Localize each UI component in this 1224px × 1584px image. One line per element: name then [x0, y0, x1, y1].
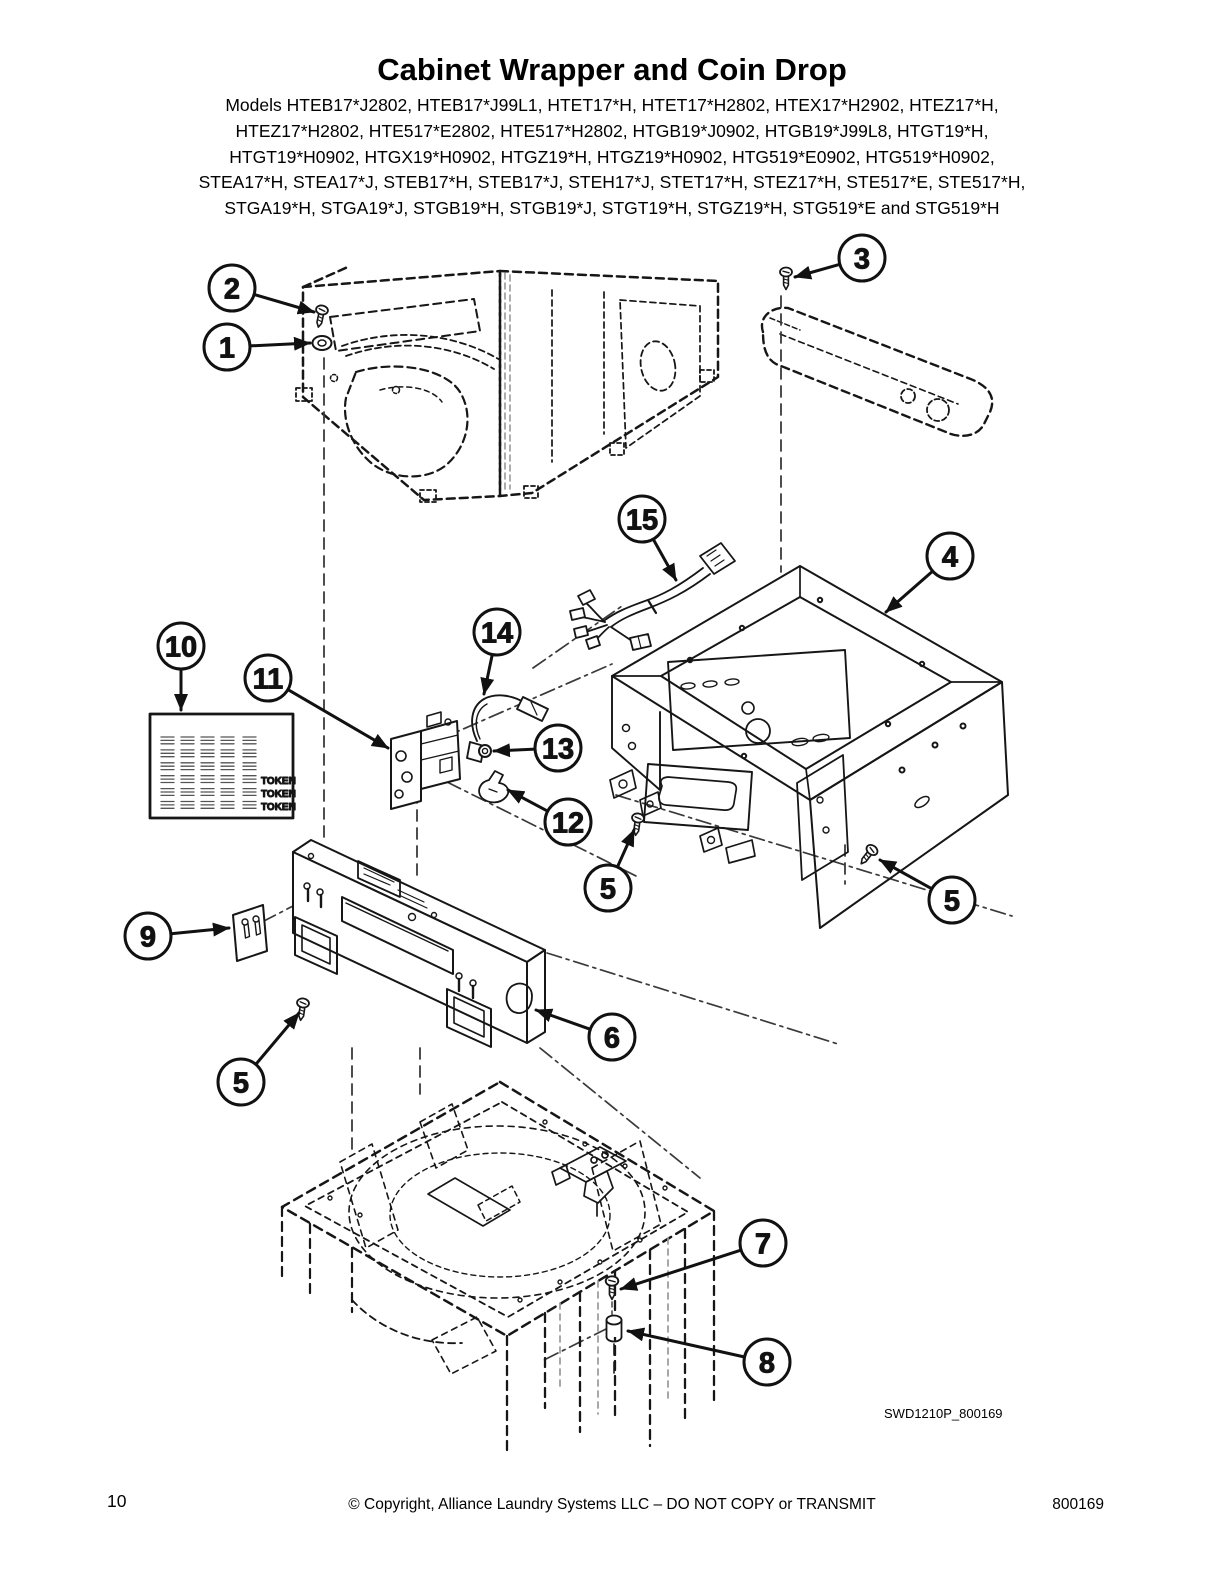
- token-label-text: TOKEN: [261, 802, 296, 813]
- cabinet-bottom-view: [296, 266, 718, 502]
- screw-7: [606, 1276, 619, 1299]
- callout-7: [621, 1220, 786, 1289]
- callout-15: [619, 496, 676, 580]
- mounting-bracket: [762, 308, 992, 436]
- callout-10: [158, 623, 204, 710]
- footer-copyright: © Copyright, Alliance Laundry Systems LLC – DO NOT COPY or TRANSMIT: [348, 1496, 876, 1513]
- svg-text:2: 2: [223, 273, 241, 306]
- callout-2: [209, 265, 314, 312]
- screw-3: [780, 268, 792, 290]
- figure-code: SWD1210P_800169: [884, 1406, 1003, 1421]
- callout-4: [886, 533, 973, 612]
- nut-13: [479, 745, 491, 757]
- svg-text:15: 15: [625, 504, 659, 537]
- svg-text:14: 14: [480, 617, 514, 650]
- callout-6: [536, 1010, 635, 1060]
- control-panel-assembly-6: [293, 840, 545, 1047]
- svg-text:3: 3: [853, 243, 871, 276]
- token-label-text: TOKEN: [261, 789, 296, 800]
- svg-text:5: 5: [599, 873, 617, 906]
- callout-1: [204, 324, 310, 370]
- clip-12: [479, 771, 508, 802]
- token-label-text: TOKEN: [261, 776, 296, 787]
- callout-13: [494, 725, 581, 771]
- callout-5: [218, 1013, 299, 1105]
- svg-text:9: 9: [139, 921, 157, 954]
- svg-text:10: 10: [164, 631, 198, 664]
- model-line: Models HTEB17*J2802, HTEB17*J99L1, HTET17*H, HTET17*H2802, HTEX17*H2902, HTEZ17*H,: [225, 95, 999, 115]
- svg-text:7: 7: [754, 1228, 772, 1261]
- footer-document-number: 800169: [1052, 1496, 1104, 1513]
- callout-9: [125, 913, 229, 959]
- wire-harness-15: [570, 543, 735, 650]
- svg-text:5: 5: [943, 885, 961, 918]
- diagram-art: [125, 235, 1012, 1450]
- footer-page-number: 10: [107, 1491, 127, 1511]
- svg-text:13: 13: [541, 733, 575, 766]
- model-line: STEA17*H, STEA17*J, STEB17*H, STEB17*J, STEH17*J, STET17*H, STEZ17*H, STE517*E, STE517*H,: [198, 172, 1026, 193]
- svg-text:12: 12: [551, 807, 585, 840]
- svg-text:5: 5: [232, 1067, 250, 1100]
- svg-text:1: 1: [218, 332, 236, 365]
- meter-case-4: [610, 566, 1008, 928]
- token-plate-9: [233, 905, 267, 961]
- model-line: HTGT19*H0902, HTGX19*H0902, HTGZ19*H, HTGZ19*H0902, HTG519*E0902, HTG519*H0902,: [229, 146, 995, 167]
- callout-3: [795, 235, 885, 281]
- washer-1: [313, 336, 332, 350]
- model-line: STGA19*H, STGA19*J, STGB19*H, STGB19*J, STGT19*H, STGZ19*H, STG519*E and STG519*H: [224, 198, 1000, 219]
- svg-text:4: 4: [941, 541, 959, 574]
- alignment-lines: [262, 606, 1012, 1360]
- token-label-10: [150, 714, 296, 818]
- callout-8: [628, 1331, 790, 1385]
- model-line: HTEZ17*H2802, HTE517*E2802, HTE517*H2802, HTGB19*J0902, HTGB19*J99L8, HTGT19*H,: [235, 120, 989, 141]
- callout-14: [474, 609, 520, 694]
- svg-text:11: 11: [252, 663, 284, 696]
- screw-2: [312, 304, 328, 328]
- coin-drop-11: [391, 712, 460, 809]
- page-title: Cabinet Wrapper and Coin Drop: [377, 52, 847, 87]
- svg-text:8: 8: [758, 1347, 776, 1380]
- callout-12: [508, 790, 591, 845]
- svg-text:6: 6: [603, 1022, 621, 1055]
- screw-5-right: [856, 843, 879, 868]
- callout-5: [880, 860, 975, 923]
